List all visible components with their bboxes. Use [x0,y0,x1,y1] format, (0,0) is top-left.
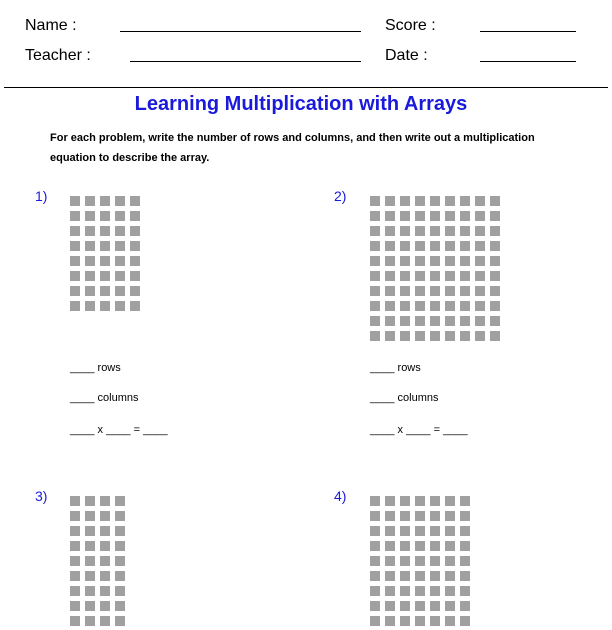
array-square [445,271,455,281]
array-square [445,286,455,296]
array-square [370,271,380,281]
array-square [475,331,485,341]
array-square [70,256,80,266]
array-square [115,616,125,626]
array-square [370,286,380,296]
array-square [370,496,380,506]
array-square [85,616,95,626]
array-square [370,256,380,266]
array-square [445,226,455,236]
array-square [115,556,125,566]
array-square [460,301,470,311]
array-square [445,301,455,311]
array-square [130,226,140,236]
array-square [475,211,485,221]
array-square [415,256,425,266]
array-square [400,211,410,221]
array-square [385,331,395,341]
array-square [475,196,485,206]
array-square [400,496,410,506]
array-square [70,601,80,611]
array-square [445,616,455,626]
array-square [115,496,125,506]
array-square [460,256,470,266]
array-square [430,511,440,521]
array-square [385,511,395,521]
array-square [445,256,455,266]
array-square [400,556,410,566]
array-square [430,556,440,566]
teacher-label: Teacher : [25,47,91,64]
array-square [460,196,470,206]
problem-number: 4) [334,488,347,504]
array-square [370,616,380,626]
array-square [85,496,95,506]
array-square [445,556,455,566]
array-square [445,541,455,551]
score-label: Score : [385,17,436,34]
array-square [70,271,80,281]
array-square [100,511,110,521]
array-square [130,301,140,311]
array-square [100,211,110,221]
array-square [85,256,95,266]
array-square [475,226,485,236]
array-square [100,586,110,596]
array-square [400,196,410,206]
array-square [415,511,425,521]
array-square [85,196,95,206]
array-square [70,286,80,296]
array-square [460,241,470,251]
array-square [100,616,110,626]
array-square [115,511,125,521]
array-square [130,241,140,251]
array-square [430,211,440,221]
array-square [85,511,95,521]
array-square [400,241,410,251]
array-square [70,556,80,566]
array-square [115,271,125,281]
array-square [85,601,95,611]
array-square [460,601,470,611]
array-square [100,256,110,266]
array-square [70,301,80,311]
array-square [445,316,455,326]
array-square [490,211,500,221]
array-square [385,556,395,566]
array-square [115,601,125,611]
array-square [430,586,440,596]
array-square [415,331,425,341]
array-square [70,586,80,596]
array-square [460,271,470,281]
page-title: Learning Multiplication with Arrays [134,93,468,115]
columns-blank[interactable]: ____ columns [370,392,439,404]
array-square [385,496,395,506]
array-square [415,601,425,611]
array-square [460,571,470,581]
array-square [130,256,140,266]
array-square [370,331,380,341]
array-square [415,241,425,251]
array-square [100,556,110,566]
array-square [385,541,395,551]
array-square [115,526,125,536]
array-square [400,616,410,626]
array-square [415,196,425,206]
array-square [70,526,80,536]
array-square [430,226,440,236]
array-square [385,226,395,236]
teacher-field[interactable] [130,61,361,62]
array-square [370,196,380,206]
array-square [100,271,110,281]
array-square [415,556,425,566]
array-square [490,241,500,251]
header-divider [4,87,608,88]
rows-blank[interactable]: ____ rows [370,362,421,374]
array-square [460,616,470,626]
array-square [85,526,95,536]
array-square [370,556,380,566]
array-square [115,196,125,206]
array-square [490,286,500,296]
array-square [460,316,470,326]
array-square [70,226,80,236]
array-square [430,196,440,206]
array-square [70,571,80,581]
date-field[interactable] [480,61,576,62]
array-square [385,586,395,596]
array-square [385,196,395,206]
array-square [115,571,125,581]
array-square [415,301,425,311]
name-field[interactable] [120,31,361,32]
date-label: Date : [385,47,428,64]
array-square [430,526,440,536]
array-square [400,331,410,341]
array-square [430,301,440,311]
array-square [370,541,380,551]
array-square [460,541,470,551]
array-square [460,331,470,341]
array-square [490,331,500,341]
array-square [115,211,125,221]
array-square [115,541,125,551]
array-square [430,316,440,326]
array-square [115,301,125,311]
array-square [445,601,455,611]
array-square [430,256,440,266]
array-square [430,601,440,611]
array-square [460,526,470,536]
array-square [85,271,95,281]
array-square [370,571,380,581]
array-square [415,211,425,221]
array-square [85,571,95,581]
array-square [490,256,500,266]
problem-number: 3) [35,488,48,504]
array-square [460,211,470,221]
array-square [385,286,395,296]
array-square [400,256,410,266]
array-square [85,541,95,551]
array-square [385,316,395,326]
array-square [115,241,125,251]
array-square [100,226,110,236]
array-square [475,256,485,266]
array-square [385,616,395,626]
array-square [415,586,425,596]
array-square [490,226,500,236]
array-square [70,616,80,626]
array-square [385,271,395,281]
array-square [85,226,95,236]
array-square [460,586,470,596]
array-square [400,301,410,311]
array-square [415,526,425,536]
array-square [430,571,440,581]
array-square [385,241,395,251]
array-square [400,226,410,236]
array-square [100,526,110,536]
array-square [460,511,470,521]
equation-blank[interactable]: ____ x ____ = ____ [70,424,168,436]
array-square [100,601,110,611]
array-square [430,271,440,281]
array-square [490,196,500,206]
array-square [490,301,500,311]
array-square [400,571,410,581]
array-square [445,511,455,521]
array-square [85,241,95,251]
array-square [400,511,410,521]
array-square [70,241,80,251]
array-square [85,211,95,221]
array-square [445,571,455,581]
array-square [370,211,380,221]
array-square [400,586,410,596]
array-square [475,301,485,311]
array-square [70,496,80,506]
array-square [85,586,95,596]
array-square [400,286,410,296]
array-square [130,196,140,206]
array-square [70,196,80,206]
array-square [130,271,140,281]
array-square [370,586,380,596]
array-square [100,496,110,506]
array-square [430,616,440,626]
array-square [460,556,470,566]
name-label: Name : [25,17,77,34]
array-square [385,601,395,611]
array-square [415,316,425,326]
array-square [100,301,110,311]
array-square [475,316,485,326]
array-square [445,211,455,221]
array-square [430,541,440,551]
array-square [400,601,410,611]
array-square [370,301,380,311]
array-square [460,286,470,296]
array-square [370,601,380,611]
array-square [415,271,425,281]
array-square [70,511,80,521]
array-square [385,211,395,221]
array-square [475,271,485,281]
array-square [460,496,470,506]
array-square [85,301,95,311]
array-square [385,526,395,536]
array-square [70,211,80,221]
array-square [370,526,380,536]
array-square [490,316,500,326]
array-square [475,241,485,251]
array-square [445,586,455,596]
array-square [385,571,395,581]
array-square [415,541,425,551]
array-square [100,571,110,581]
array-square [370,241,380,251]
array-square [415,496,425,506]
array-square [430,241,440,251]
array-square [445,196,455,206]
array-square [130,211,140,221]
array-square [385,301,395,311]
array-square [445,496,455,506]
array-square [415,616,425,626]
instructions: For each problem, write the number of rows and columns, and then write out a multiplication equation to describe the array. [50,132,535,164]
array-square [370,511,380,521]
array-square [100,196,110,206]
array-square [115,286,125,296]
array-square [400,316,410,326]
array-square [70,541,80,551]
array-square [115,256,125,266]
array-square [370,226,380,236]
array-square [415,286,425,296]
array-square [430,496,440,506]
array-square [400,271,410,281]
array-square [430,331,440,341]
array-square [475,286,485,296]
array-square [490,271,500,281]
array-square [445,241,455,251]
array-square [100,286,110,296]
array-square [430,286,440,296]
array-square [370,316,380,326]
equation-blank[interactable]: ____ x ____ = ____ [370,424,468,436]
problem-number: 2) [334,188,347,204]
array-square [85,286,95,296]
array-square [385,256,395,266]
rows-blank[interactable]: ____ rows [70,362,121,374]
array-square [400,526,410,536]
problem-number: 1) [35,188,48,204]
array-square [130,286,140,296]
array-square [415,571,425,581]
array-square [445,331,455,341]
array-square [85,556,95,566]
columns-blank[interactable]: ____ columns [70,392,139,404]
array-square [100,241,110,251]
array-square [115,586,125,596]
array-square [445,526,455,536]
score-field[interactable] [480,31,576,32]
array-square [115,226,125,236]
array-square [400,541,410,551]
array-square [100,541,110,551]
array-square [460,226,470,236]
array-square [415,226,425,236]
